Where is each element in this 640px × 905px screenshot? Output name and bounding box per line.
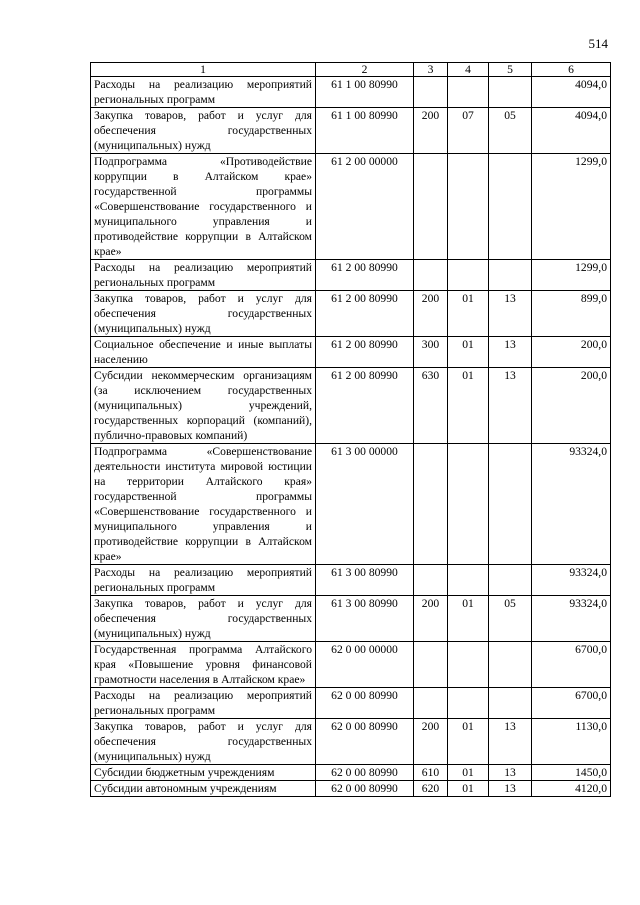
row-rz-cell: 01 <box>448 337 489 368</box>
page-number: 514 <box>588 36 608 51</box>
row-rz-cell: 01 <box>448 781 489 797</box>
row-vr-cell <box>414 77 448 108</box>
row-name-cell: Закупка товаров, работ и услуг для обеспечения государственных (муниципальных) нужд <box>91 719 316 765</box>
row-name-cell: Расходы на реализацию мероприятий региональных программ <box>91 77 316 108</box>
row-vr-cell: 300 <box>414 337 448 368</box>
row-vr-cell <box>414 688 448 719</box>
row-rz-cell: 01 <box>448 368 489 444</box>
row-rz-cell: 01 <box>448 291 489 337</box>
table-row <box>91 260 611 291</box>
row-sum-cell: 93324,0 <box>532 565 611 596</box>
row-vr-cell: 200 <box>414 596 448 642</box>
table-row <box>91 565 611 596</box>
column-header: 1 <box>91 63 316 77</box>
row-vr-cell: 620 <box>414 781 448 797</box>
row-code-cell: 61 1 00 80990 <box>316 108 414 154</box>
row-pr-cell: 13 <box>489 765 532 781</box>
row-code-cell: 62 0 00 80990 <box>316 765 414 781</box>
row-rz-cell <box>448 565 489 596</box>
row-name-cell: Субсидии автономным учреждениям <box>91 781 316 797</box>
row-rz-cell <box>448 688 489 719</box>
table-header-row <box>91 63 611 77</box>
row-rz-cell: 01 <box>448 765 489 781</box>
row-name-cell: Государственная программа Алтайского края «Повышение уровня финансовой грамотности населения в Алтайском крае» <box>91 642 316 688</box>
row-sum-cell: 6700,0 <box>532 688 611 719</box>
row-name-cell: Субсидии некоммерческим организациям (за исключением государственных (муниципальных) учреждений, государственных корпораций (компаний), публично-правовых компаний) <box>91 368 316 444</box>
row-name-cell: Закупка товаров, работ и услуг для обеспечения государственных (муниципальных) нужд <box>91 596 316 642</box>
row-sum-cell: 4120,0 <box>532 781 611 797</box>
row-code-cell: 61 2 00 80990 <box>316 291 414 337</box>
row-vr-cell: 200 <box>414 108 448 154</box>
row-code-cell: 62 0 00 80990 <box>316 781 414 797</box>
row-code-cell: 61 2 00 80990 <box>316 337 414 368</box>
table-row <box>91 337 611 368</box>
row-code-cell: 62 0 00 80990 <box>316 719 414 765</box>
table-body <box>91 77 611 797</box>
row-vr-cell: 610 <box>414 765 448 781</box>
row-sum-cell: 1299,0 <box>532 260 611 291</box>
row-pr-cell: 13 <box>489 337 532 368</box>
row-vr-cell: 630 <box>414 368 448 444</box>
table-row <box>91 688 611 719</box>
row-sum-cell: 899,0 <box>532 291 611 337</box>
row-sum-cell: 1450,0 <box>532 765 611 781</box>
row-rz-cell <box>448 260 489 291</box>
row-name-cell: Подпрограмма «Совершенствование деятельности института мировой юстиции на территории Алтайского края» государственной программы «Совершенствование государственного и муниципального управления и противодействие коррупции в Алтайском крае» <box>91 444 316 565</box>
column-header: 2 <box>316 63 414 77</box>
row-rz-cell: 07 <box>448 108 489 154</box>
row-vr-cell: 200 <box>414 291 448 337</box>
row-sum-cell: 4094,0 <box>532 108 611 154</box>
column-header: 6 <box>532 63 611 77</box>
row-pr-cell <box>489 565 532 596</box>
table-row <box>91 765 611 781</box>
row-name-cell: Подпрограмма «Противодействие коррупции в Алтайском крае» государственной программы «Совершенствование государственного и муниципального управления и противодействие коррупции в Алтайском крае» <box>91 154 316 260</box>
row-sum-cell: 1130,0 <box>532 719 611 765</box>
table-row <box>91 368 611 444</box>
row-name-cell: Социальное обеспечение и иные выплаты населению <box>91 337 316 368</box>
table-row <box>91 719 611 765</box>
table-row <box>91 444 611 565</box>
row-code-cell: 62 0 00 00000 <box>316 642 414 688</box>
row-pr-cell <box>489 642 532 688</box>
table-row <box>91 154 611 260</box>
row-sum-cell: 6700,0 <box>532 642 611 688</box>
row-code-cell: 61 2 00 80990 <box>316 368 414 444</box>
row-name-cell: Расходы на реализацию мероприятий региональных программ <box>91 260 316 291</box>
row-name-cell: Закупка товаров, работ и услуг для обеспечения государственных (муниципальных) нужд <box>91 108 316 154</box>
row-name-cell: Субсидии бюджетным учреждениям <box>91 765 316 781</box>
row-vr-cell <box>414 260 448 291</box>
row-pr-cell: 05 <box>489 596 532 642</box>
column-header: 3 <box>414 63 448 77</box>
row-pr-cell <box>489 688 532 719</box>
row-code-cell: 61 3 00 80990 <box>316 596 414 642</box>
column-header: 4 <box>448 63 489 77</box>
row-code-cell: 61 1 00 80990 <box>316 77 414 108</box>
row-name-cell: Расходы на реализацию мероприятий региональных программ <box>91 688 316 719</box>
row-sum-cell: 200,0 <box>532 368 611 444</box>
row-sum-cell: 200,0 <box>532 337 611 368</box>
row-rz-cell <box>448 642 489 688</box>
row-vr-cell <box>414 565 448 596</box>
row-vr-cell <box>414 642 448 688</box>
row-rz-cell <box>448 154 489 260</box>
row-pr-cell: 13 <box>489 719 532 765</box>
row-rz-cell: 01 <box>448 596 489 642</box>
row-pr-cell: 13 <box>489 781 532 797</box>
budget-table <box>90 62 611 797</box>
table-row <box>91 77 611 108</box>
row-pr-cell <box>489 154 532 260</box>
row-pr-cell: 05 <box>489 108 532 154</box>
table-row <box>91 108 611 154</box>
row-rz-cell <box>448 444 489 565</box>
row-pr-cell: 13 <box>489 368 532 444</box>
table-row <box>91 642 611 688</box>
row-pr-cell <box>489 260 532 291</box>
column-header: 5 <box>489 63 532 77</box>
row-sum-cell: 1299,0 <box>532 154 611 260</box>
row-vr-cell <box>414 154 448 260</box>
table-row <box>91 781 611 797</box>
row-code-cell: 61 3 00 00000 <box>316 444 414 565</box>
row-pr-cell <box>489 77 532 108</box>
row-sum-cell: 93324,0 <box>532 596 611 642</box>
row-rz-cell: 01 <box>448 719 489 765</box>
row-code-cell: 61 2 00 80990 <box>316 260 414 291</box>
row-pr-cell: 13 <box>489 291 532 337</box>
table-row <box>91 291 611 337</box>
row-sum-cell: 93324,0 <box>532 444 611 565</box>
row-code-cell: 61 2 00 00000 <box>316 154 414 260</box>
row-name-cell: Расходы на реализацию мероприятий региональных программ <box>91 565 316 596</box>
row-code-cell: 62 0 00 80990 <box>316 688 414 719</box>
row-sum-cell: 4094,0 <box>532 77 611 108</box>
row-vr-cell <box>414 444 448 565</box>
row-vr-cell: 200 <box>414 719 448 765</box>
row-rz-cell <box>448 77 489 108</box>
table-row <box>91 596 611 642</box>
row-pr-cell <box>489 444 532 565</box>
row-code-cell: 61 3 00 80990 <box>316 565 414 596</box>
row-name-cell: Закупка товаров, работ и услуг для обеспечения государственных (муниципальных) нужд <box>91 291 316 337</box>
